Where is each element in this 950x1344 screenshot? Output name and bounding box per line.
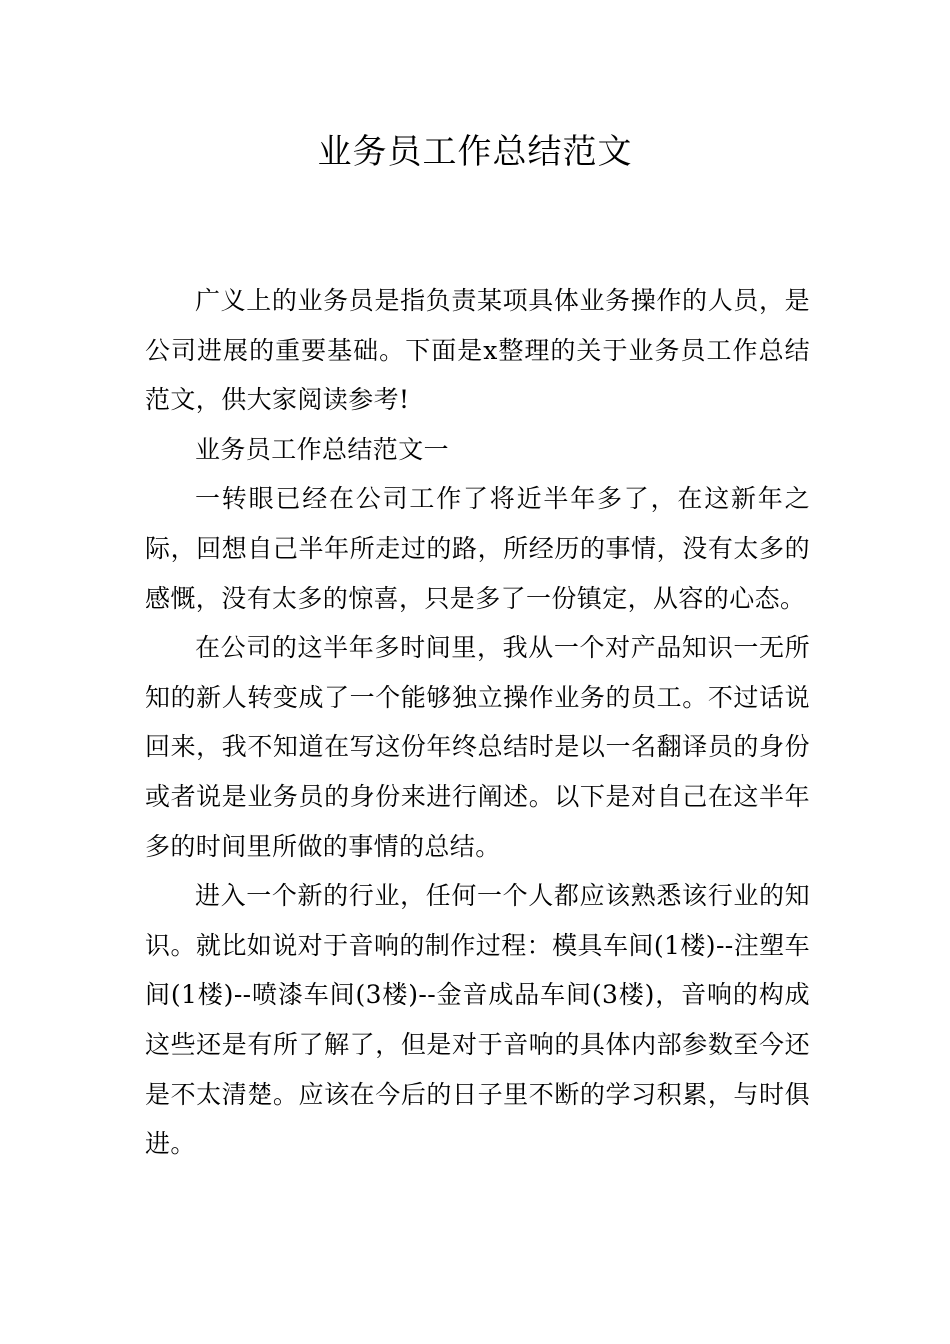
section-heading: 业务员工作总结范文一 [195, 434, 450, 464]
body-paragraph: 一转眼已经在公司工作了将近半年多了，在这新年之际，回想自己半年所走过的路，所经历的事情，没有太多的感慨，没有太多的惊喜，只是多了一份镇定，从容的心态。 [145, 484, 810, 613]
body-paragraph: 在公司的这半年多时间里，我从一个对产品知识一无所知的新人转变成了一个能够独立操作业务的员工。不过话说回来，我不知道在写这份年终总结时是以一名翻译员的身份或者说是业务员的身份来进行阐述。以下是对自己在这半年多的时间里所做的事情的总结。 [145, 633, 810, 861]
intro-paragraph: 广义上的业务员是指负责某项具体业务操作的人员，是公司进展的重要基础。下面是x整理的关于业务员工作总结范文，供大家阅读参考! [145, 286, 810, 415]
body-paragraph: 进入一个新的行业，任何一个人都应该熟悉该行业的知识。就比如说对于音响的制作过程：模具车间(1楼)--注塑车间(1楼)--喷漆车间(3楼)--金音成品车间(3楼)，音响的构成这些还是有所了解了，但是对于音响的具体内部参数至今还是不太清楚。应该在今后的日子里不断的学习积累，与时俱进。 [145, 881, 810, 1159]
document-body [145, 276, 810, 1169]
document-title: 业务员工作总结范文 [317, 132, 633, 172]
